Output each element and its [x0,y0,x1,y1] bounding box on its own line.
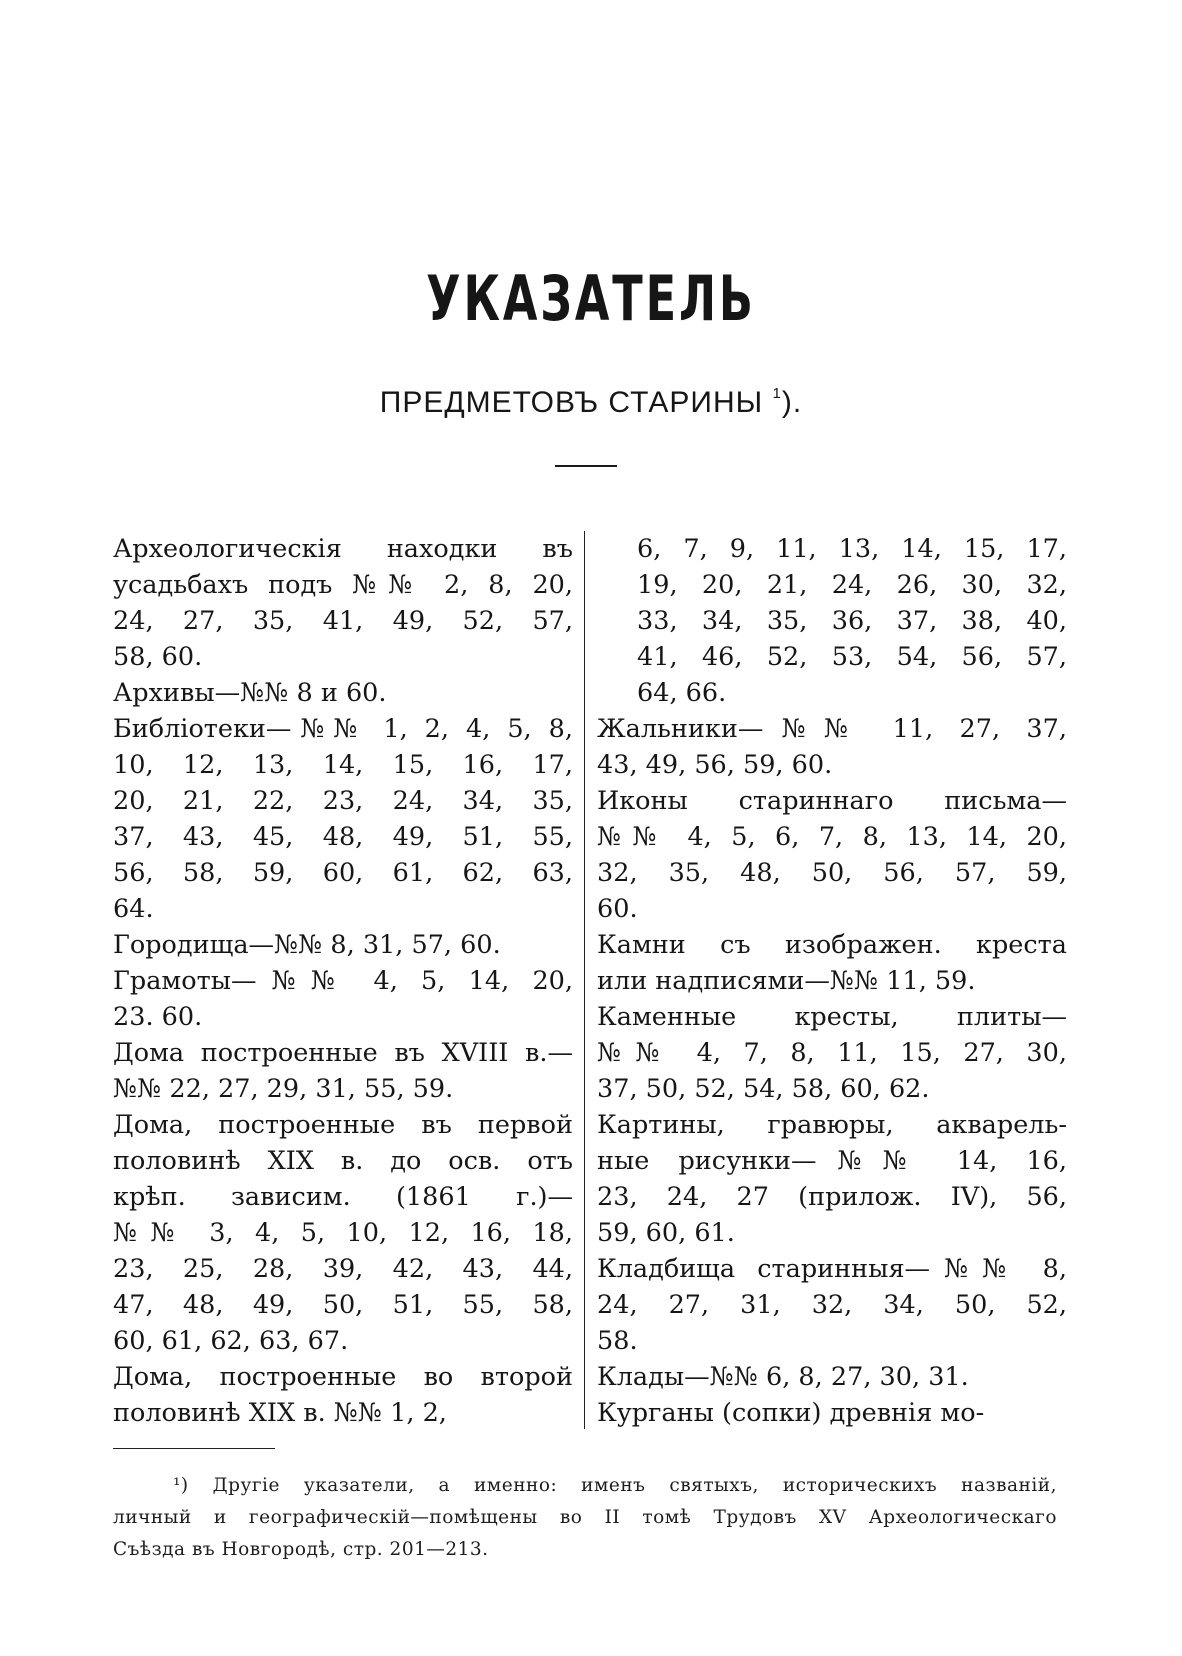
footnote-rule [113,1448,275,1449]
index-entry [597,1107,1067,1251]
index-entry-line: №№ 3, 4, 5, 10, 12, 16, 18, [113,1218,573,1248]
continued-entry-line: 33, 34, 35, 36, 37, 38, 40, [637,606,1067,636]
index-entry-line: Кладбища старинныя—№№ 8, [597,1254,1067,1284]
index-entry-line: 59, 60, 61. [597,1218,735,1248]
index-entry-line: или надписями—№№ 11, 59. [597,966,976,996]
index-entry-line: 32, 35, 48, 50, 56, 57, 59, [597,858,1067,888]
index-entry-line: Камни съ изображен. креста [597,930,1067,960]
footnote-reference: 1 [772,385,782,402]
index-entry-line: 64. [113,894,154,924]
index-entry [113,711,573,927]
index-entry [113,1359,573,1431]
index-entry [113,1035,573,1107]
index-entry-line: Картины, гравюры, акварель- [597,1110,1067,1140]
index-entry [597,999,1067,1107]
footnote-line: ¹) Другіе указатели, а именно: именъ святыхъ, историческихъ названій, [173,1475,1057,1496]
index-entry-line: №№ 22, 27, 29, 31, 55, 59. [113,1074,454,1104]
subtitle-suffix: ). [781,386,803,419]
continued-entry-line: 6, 7, 9, 11, 13, 14, 15, 17, [637,534,1067,564]
index-entry-line: Грамоты—№№ 4, 5, 14, 20, [113,966,573,996]
index-entry-line: Библіотеки—№№ 1, 2, 4, 5, 8, [113,714,573,744]
index-entry [597,783,1067,927]
index-entry-line: №№ 4, 5, 6, 7, 8, 13, 14, 20, [597,822,1067,852]
index-entry-line: 60, 61, 62, 63, 67. [113,1326,349,1356]
index-entry [597,1359,1067,1395]
right-column [597,531,1067,1431]
index-entry-line: 37, 43, 45, 48, 49, 51, 55, [113,822,573,852]
index-entry [113,1107,573,1359]
index-entry-line: Архивы—№№ 8 и 60. [113,678,387,708]
index-entry-line: Курганы (сопки) древнія мо- [597,1398,985,1428]
index-entry-line: Каменные кресты, плиты— [597,1002,1067,1032]
index-entry [113,675,573,711]
index-entry-line: Иконы стариннаго письма— [597,786,1067,816]
index-entry-line: 23, 24, 27 (прилож. IV), 56, [597,1182,1067,1212]
index-entry-line: усадьбахъ подъ №№ 2, 8, 20, [113,570,573,600]
index-entry-line: Дома, построенные во второй [113,1362,573,1392]
index-entry-line: 58. [597,1326,638,1356]
footnote [113,1470,1057,1566]
page-title: УКАЗАТЕЛЬ [426,262,756,335]
index-entry [597,927,1067,999]
subtitle-text: ПРЕДМЕТОВЪ СТАРИНЫ [379,386,764,419]
index-entry-line: ные рисунки—№№ 14, 16, [597,1146,1067,1176]
index-entry-line: Клады—№№ 6, 8, 27, 30, 31. [597,1362,969,1392]
index-entry-line: 23, 25, 28, 39, 42, 43, 44, [113,1254,573,1284]
index-entry-line: 56, 58, 59, 60, 61, 62, 63, [113,858,573,888]
index-entry [597,711,1067,783]
index-entry-line: 20, 21, 22, 23, 24, 34, 35, [113,786,573,816]
index-entry-line: крѣп. зависим. (1861 г.)— [113,1182,573,1212]
title-rule [555,465,617,467]
index-entry-line: 10, 12, 13, 14, 15, 16, 17, [113,750,573,780]
index-entry-line: 23. 60. [113,1002,203,1032]
left-column [113,531,573,1431]
index-entry-line: половинѣ XIX в. №№ 1, 2, [113,1398,447,1428]
continued-entry [597,531,1067,711]
index-entry-line: №№ 4, 7, 8, 11, 15, 27, 30, [597,1038,1067,1068]
index-entry-line: 24, 27, 35, 41, 49, 52, 57, [113,606,573,636]
index-entry-line: Дома построенные въ XVIII в.— [113,1038,573,1068]
index-entry-line: Жальники—№№ 11, 27, 37, [597,714,1067,744]
index-entry-line: 24, 27, 31, 32, 34, 50, 52, [597,1290,1067,1320]
footnote-line: Съѣзда въ Новгородѣ, стр. 201—213. [113,1539,489,1560]
index-entry-line: Городища—№№ 8, 31, 57, 60. [113,930,501,960]
footnote-line: личный и географическій—помѣщены во II томѣ Трудовъ XV Археологическаго [113,1507,1057,1528]
index-entry [597,1251,1067,1359]
index-entry-line: Археологическія находки въ [113,534,573,564]
index-entry [113,531,573,675]
index-entry-line: Дома, построенные въ первой [113,1110,573,1140]
index-entry-line: половинѣ XIX в. до осв. отъ [113,1146,573,1176]
continued-entry-line: 64, 66. [637,678,727,708]
continued-entry-line: 19, 20, 21, 24, 26, 30, 32, [637,570,1067,600]
index-entry-line: 47, 48, 49, 50, 51, 55, 58, [113,1290,573,1320]
index-entry [113,927,573,963]
index-entry-line: 60. [597,894,638,924]
index-entry [113,963,573,1035]
index-entry-line: 58, 60. [113,642,203,672]
index-entry [597,1395,1067,1431]
index-entry-line: 43, 49, 56, 59, 60. [597,750,833,780]
page-subtitle [0,385,1182,419]
index-entry-line: 37, 50, 52, 54, 58, 60, 62. [597,1074,930,1104]
index-columns [0,531,1182,1431]
continued-entry-line: 41, 46, 52, 53, 54, 56, 57, [637,642,1067,672]
